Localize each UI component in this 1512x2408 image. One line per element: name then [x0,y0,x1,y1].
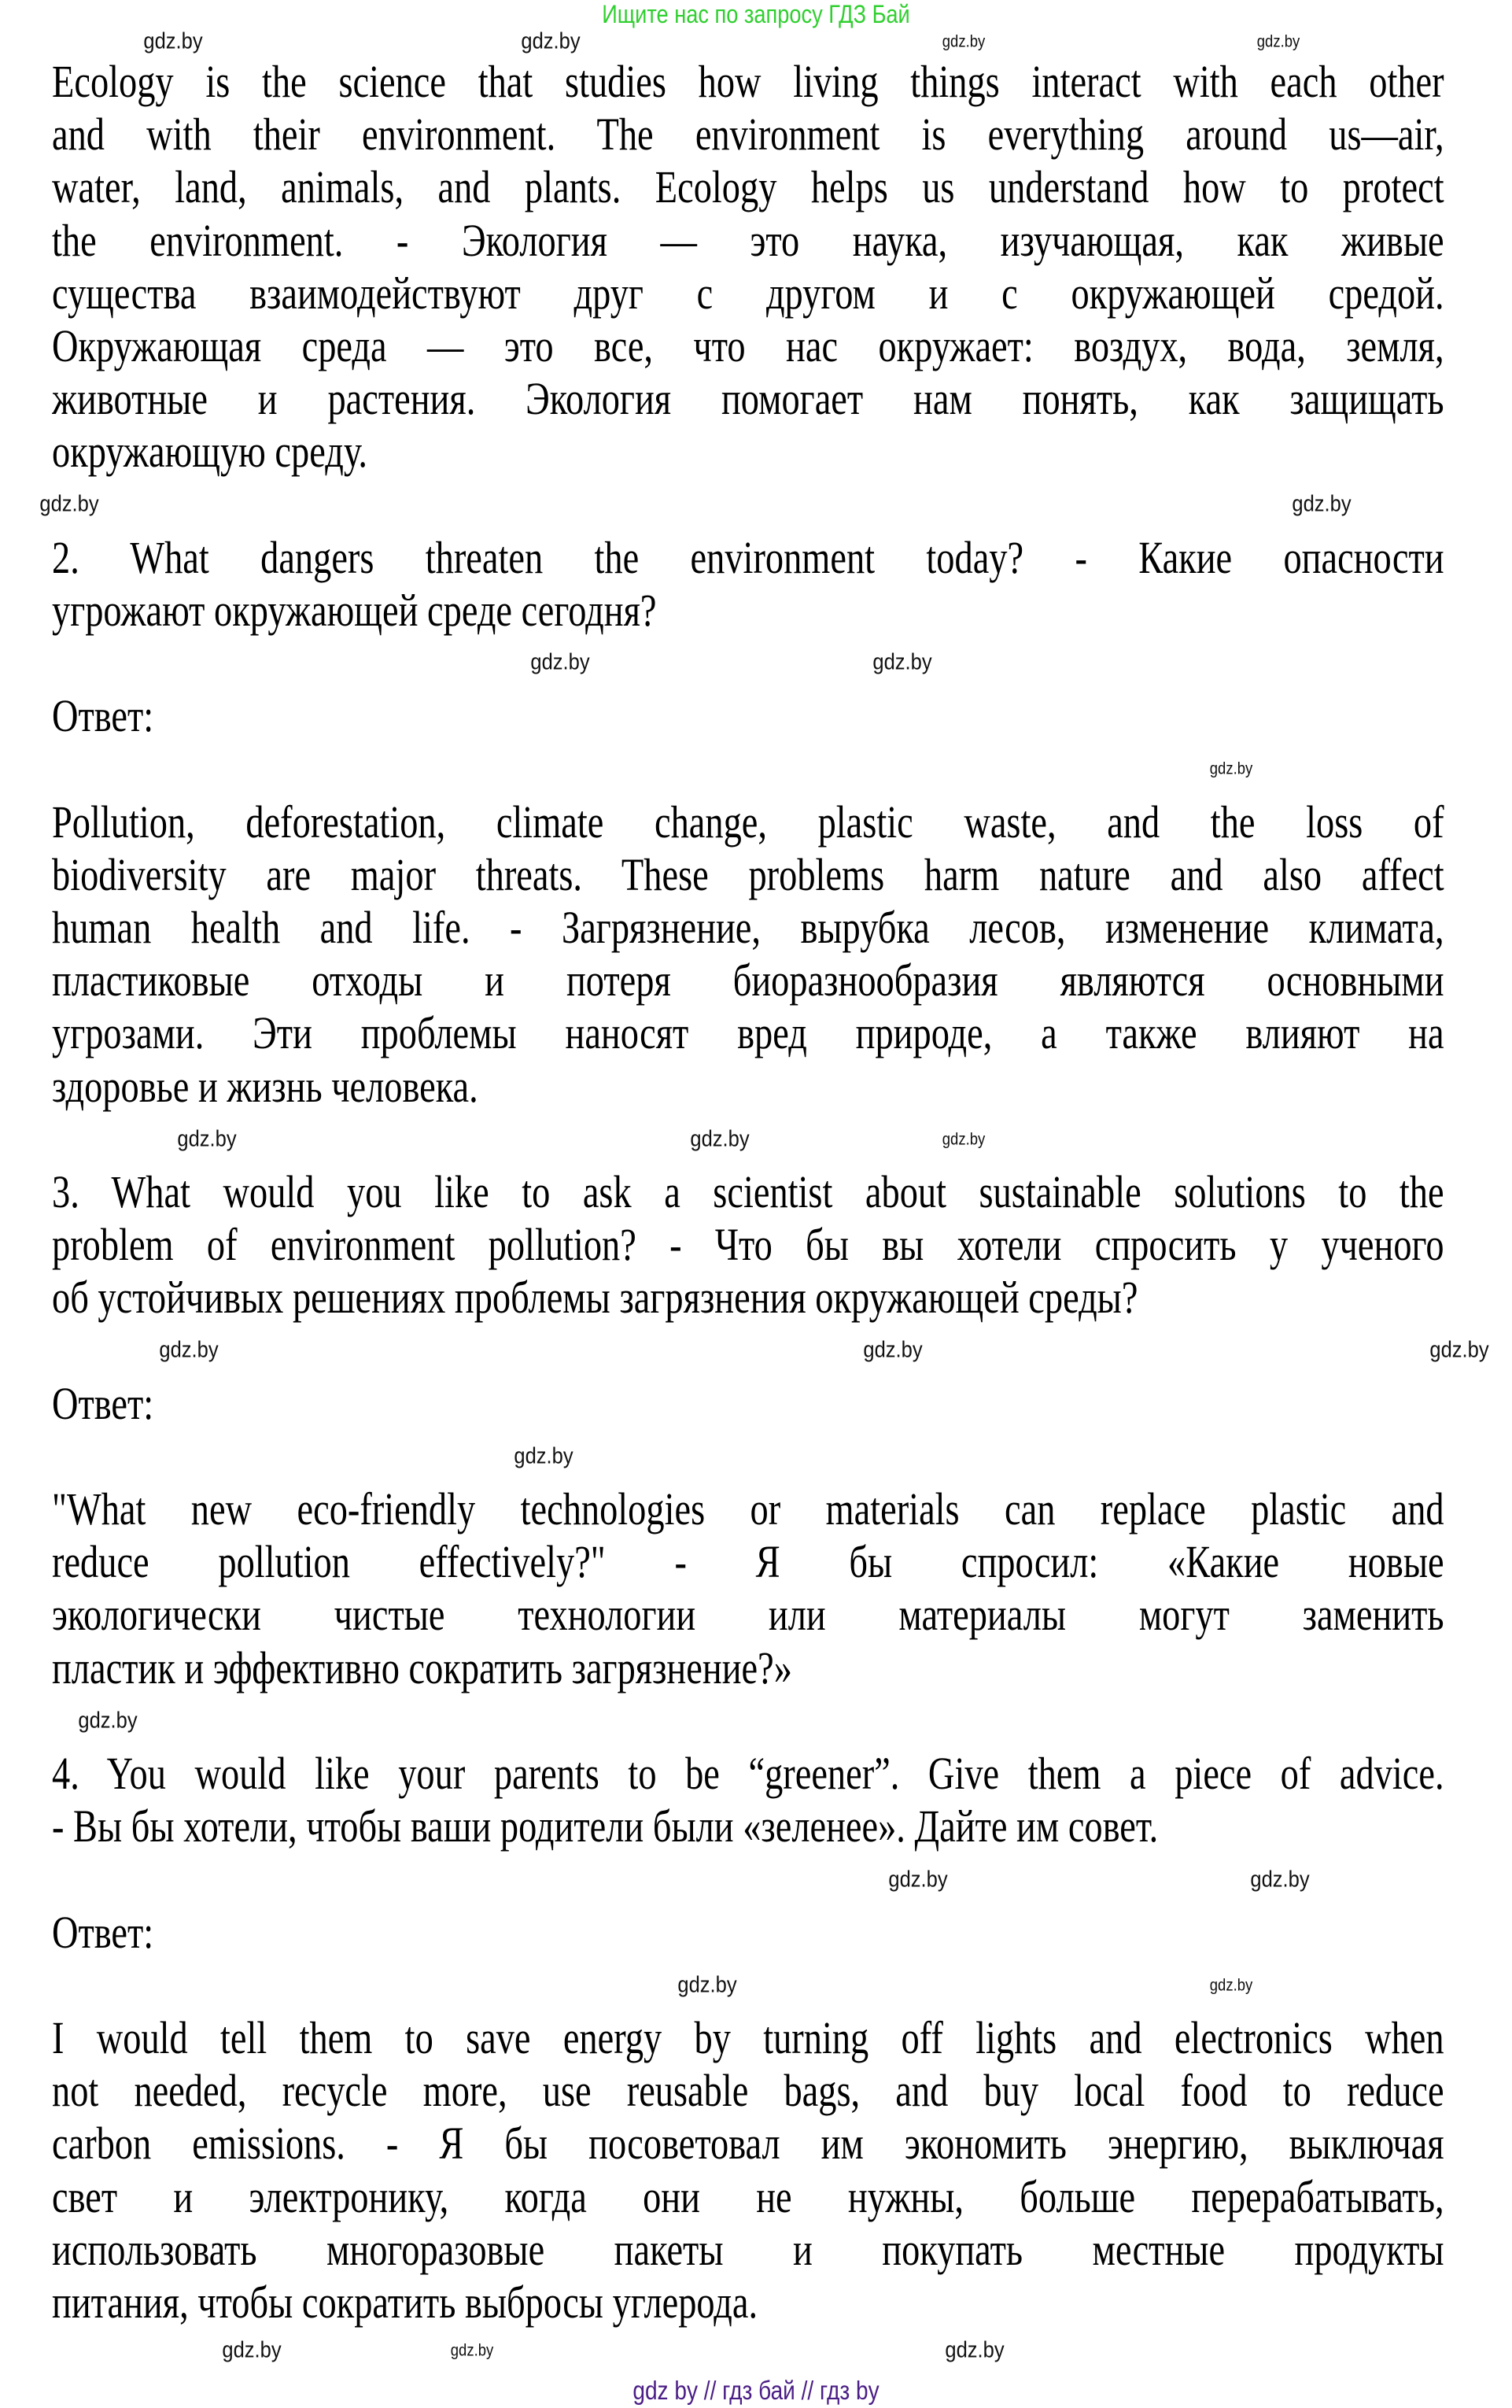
watermark: gdz.by [1256,32,1300,51]
watermark: gdz.by [945,2337,1005,2363]
text-line: the environment. - Экология — это наука, изучающая, как живые [52,214,1444,266]
answer-2: human health and life. - Загрязнение, вырубка лесов, изменение климата, [52,902,1444,953]
answer-4: I would tell them to save energy by turning off lights and electronics when [52,2011,1444,2063]
watermark: gdz.by [888,1867,948,1893]
text-line: water, land, animals, and plants. Ecology helps us understand how to protect [52,161,1444,213]
watermark: gdz.by [530,649,590,675]
text-line: and with their environment. The environment is everything around us—air, [52,109,1444,161]
watermark: gdz.by [1292,491,1352,517]
watermark: gdz.by [677,1972,737,1998]
answer-4: carbon emissions. - Я бы посоветовал им экономить энергию, выключая [52,2118,1444,2170]
question-3: problem of environment pollution? - Что бы вы хотели спросить у ученого [52,1219,1444,1271]
answer-label: Ответ: [52,690,154,742]
question-2: 2. What dangers threaten the environment today? - Какие опасности [52,531,1444,583]
footer-links[interactable]: gdz by // гдз бай // гдз by [632,2376,880,2405]
answer-label: Ответ: [52,1377,154,1429]
watermark: gdz.by [143,28,203,54]
text-line: Ecology is the science that studies how living things interact with each other [52,56,1444,107]
watermark: gdz.by [514,1443,573,1469]
header-search-banner[interactable]: Ищите нас по запросу ГДЗ Бай [602,0,910,28]
text-line: Окружающая среда — это все, что нас окружает: воздух, вода, земля, [52,319,1444,371]
answer-4: свет и электронику, когда они не нужны, больше перерабатывать, [52,2170,1444,2222]
answer-4: использовать многоразовые пакеты и покупать местные продукты [52,2223,1444,2275]
watermark: gdz.by [872,649,932,675]
answer-2: biodiversity are major threats. These problems harm nature and also affect [52,848,1444,900]
answer-2: Pollution, deforestation, climate change, plastic waste, and the loss of [52,796,1444,848]
answer-2: здоровье и жизнь человека. [52,1060,478,1112]
watermark: gdz.by [39,491,99,517]
answer-2: пластиковые отходы и потеря биоразнообразия являются основными [52,955,1444,1006]
watermark: gdz.by [1209,759,1253,778]
watermark: gdz.by [942,1130,986,1149]
watermark: gdz.by [177,1126,237,1152]
question-3: 3. What would you like to ask a scientist about sustainable solutions to the [52,1165,1444,1217]
watermark: gdz.by [159,1337,219,1363]
watermark: gdz.by [450,2341,494,2360]
watermark: gdz.by [521,28,581,54]
answer-3: reduce pollution effectively?" - Я бы спросил: «Какие новые [52,1536,1444,1588]
answer-4: not needed, recycle more, use reusable bags, and buy local food to reduce [52,2065,1444,2117]
watermark: gdz.by [1250,1867,1310,1893]
answer-3: пластик и эффективно сократить загрязнение?» [52,1642,792,1693]
text-line: животные и растения. Экология помогает нам понять, как защищать [52,373,1444,425]
answer-2: угрозами. Эти проблемы наносят вред природе, а также влияют на [52,1007,1444,1059]
watermark: gdz.by [863,1337,923,1363]
question-4: 4. You would like your parents to be “greener”. Give them a piece of advice. [52,1748,1444,1799]
watermark: gdz.by [78,1708,138,1734]
answer-label: Ответ: [52,1906,154,1958]
question-2: угрожают окружающей среде сегодня? [52,584,657,636]
answer-4: питания, чтобы сократить выбросы углерода. [52,2276,758,2328]
question-3: об устойчивых решениях проблемы загрязнения окружающей среды? [52,1272,1138,1324]
watermark: gdz.by [942,32,986,51]
question-4: - Вы бы хотели, чтобы ваши родители были «зеленее». Дайте им совет. [52,1800,1159,1852]
watermark: gdz.by [1209,1976,1253,1995]
answer-3: экологически чистые технологии или материалы могут заменить [52,1589,1444,1641]
answer-3: "What new eco-friendly technologies or materials can replace plastic and [52,1483,1444,1535]
text-line: существа взаимодействуют друг с другом и с окружающей средой. [52,267,1444,319]
watermark: gdz.by [1429,1337,1489,1363]
text-line: окружающую среду. [52,426,367,478]
watermark: gdz.by [222,2337,282,2363]
watermark: gdz.by [690,1126,750,1152]
